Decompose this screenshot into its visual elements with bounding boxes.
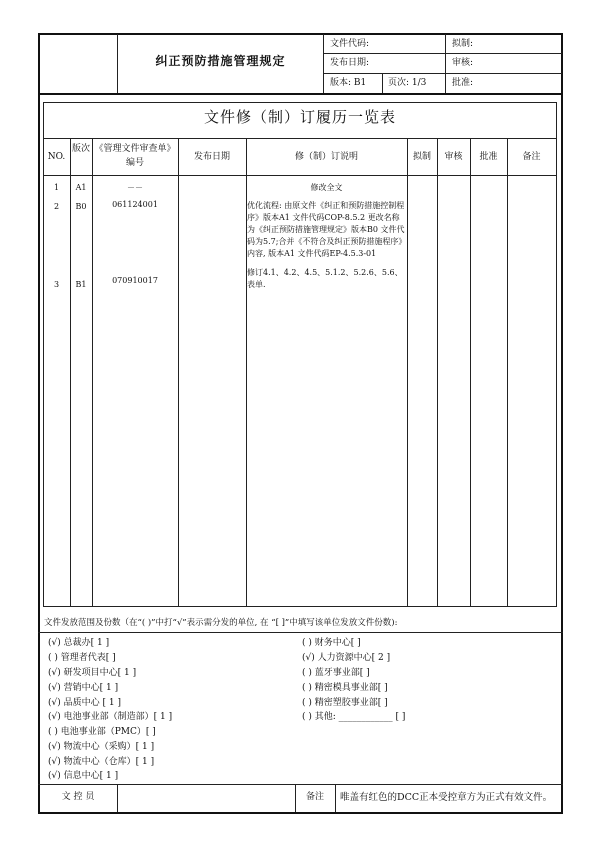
col-header-version: 版次: [72, 144, 91, 154]
frame-bottom: [38, 812, 563, 814]
distribution-intro: 文件发放范围及份数（在“( )”中打“√”表示需分发的单位, 在 “[ ]”中填写该单位发放文件份数):: [44, 618, 398, 628]
revision-table-title: 文件修（制）订履历一览表: [203, 108, 396, 126]
col-header-reviewed: 审核: [444, 152, 463, 162]
col-header-review-no: 《管理文件审查单》编号: [94, 144, 176, 168]
reviewed-label: 审核:: [452, 58, 474, 68]
row-description: 修改全文: [310, 183, 343, 192]
dcc-label: 文 控 员: [61, 792, 95, 802]
list-item: ( ) 蓝牙事业部[ ]: [302, 668, 370, 678]
col-header-approved: 批准: [479, 152, 498, 162]
list-item: ( ) 财务中心[ ]: [302, 638, 361, 648]
list-item: ( ) 电池事业部（PMC）[ ]: [48, 727, 156, 737]
row-review-no: 061124001: [112, 200, 158, 209]
row-no: 3: [53, 280, 60, 289]
row-no: 2: [53, 202, 60, 211]
list-item: (√) 品质中心 [ 1 ]: [48, 698, 121, 708]
frame-left: [38, 33, 40, 814]
row-version: A1: [75, 183, 87, 192]
list-item: (√) 营销中心[ 1 ]: [48, 683, 119, 693]
list-item: (√) 研发项目中心[ 1 ]: [48, 668, 137, 678]
row-version: B1: [75, 280, 87, 289]
row-version: B0: [75, 202, 87, 211]
col-header-remarks: 备注: [522, 152, 541, 162]
col-header-drafted: 拟制: [412, 152, 431, 162]
row-review-no: 070910017: [112, 276, 158, 285]
row-no: 1: [53, 183, 60, 192]
list-item: (√) 电池事业部（制造部）[ 1 ]: [48, 712, 173, 722]
dcc-notice: 唯盖有红色的DCC正本受控章方为正式有效文件。: [340, 792, 553, 803]
page-label: 页次: 1/3: [388, 78, 427, 88]
list-item: (√) 人力资源中心[ 2 ]: [302, 653, 391, 663]
document-title: 纠正预防措施管理规定: [155, 54, 286, 68]
col-header-no: NO.: [47, 152, 66, 162]
list-item: ( ) 精密塑胶事业部[ ]: [302, 698, 388, 708]
issue-date-label: 发布日期:: [330, 58, 370, 68]
approved-label: 批准:: [452, 78, 474, 88]
list-item: ( ) 精密模具事业部[ ]: [302, 683, 388, 693]
list-item: (√) 物流中心（仓库）[ 1 ]: [48, 757, 155, 767]
list-item: ( ) 管理者代表[ ]: [48, 653, 116, 663]
list-item: (√) 信息中心[ 1 ]: [48, 771, 119, 781]
row-description: 修订4.1、4.2、4.5、5.1.2、5.2.6、5.6、表单.: [247, 268, 403, 289]
doc-code-label: 文件代码:: [330, 39, 370, 49]
footer-remark-label: 备注: [305, 792, 324, 802]
list-item: (√) 物流中心（采购）[ 1 ]: [48, 742, 155, 752]
list-item: (√) 总裁办[ 1 ]: [48, 638, 110, 648]
list-item: ( ) 其他: ____________ [ ]: [302, 712, 406, 722]
frame-right: [561, 33, 563, 814]
col-header-description: 修（制）订说明: [294, 152, 358, 162]
drafted-label: 拟制:: [452, 39, 474, 49]
col-header-release-date: 发布日期: [193, 152, 230, 162]
row-review-no: －－: [127, 183, 143, 192]
row-description: 优化流程: 由原文件《纠正和预防措施控制程序》版本A1 文件代码COP-8.5.2 更改名称为《纠正预防措施管理规定》版本B0 文件代码为5.7;合并《不符合及纠正预防措施程序》内容, 版本A1 文件代码EP-4.5.3-01: [247, 201, 405, 258]
version-label: 版本: B1: [330, 78, 367, 88]
